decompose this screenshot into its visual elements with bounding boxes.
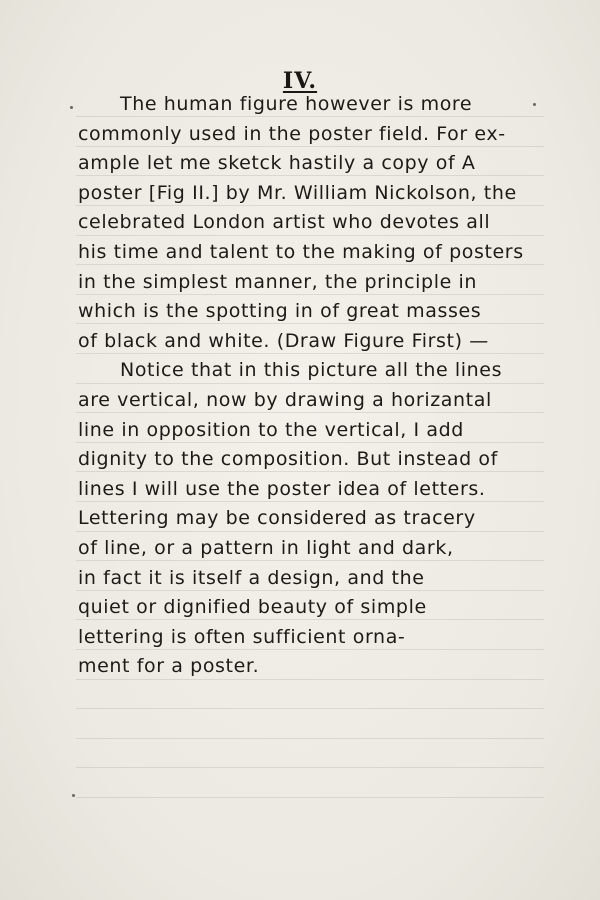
text-line: line in opposition to the vertical, I add	[78, 418, 464, 441]
margin-dot	[70, 106, 73, 109]
ruled-line	[76, 797, 544, 798]
margin-dot	[72, 794, 75, 797]
text-line: dignity to the composition. But instead of	[78, 448, 498, 471]
text-line: Lettering may be considered as tracery	[78, 507, 476, 530]
ruled-line	[76, 708, 544, 709]
text-line: which is the spotting in of great masses	[78, 300, 482, 323]
text-line: in fact it is itself a design, and the	[78, 566, 425, 589]
text-line: his time and talent to the making of posters	[78, 240, 524, 263]
text-line: Notice that in this picture all the lines	[120, 359, 503, 382]
text-line: are vertical, now by drawing a horizantal	[78, 388, 492, 411]
chapter-numeral: IV.	[282, 68, 318, 94]
text-line: in the simplest manner, the principle in	[78, 270, 478, 293]
text-line: of line, or a pattern in light and dark,	[78, 536, 454, 559]
text-line: lettering is often sufficient orna-	[78, 625, 406, 648]
text-line: poster [Fig II.] by Mr. William Nickolson, the	[78, 181, 517, 204]
ruled-line	[76, 738, 544, 739]
handwritten-text	[78, 90, 548, 682]
text-line: lines I will use the poster idea of letters.	[78, 477, 486, 500]
text-line: commonly used in the poster field. For ex-	[78, 122, 506, 145]
text-line: ample let me sketck hastily a copy of A	[78, 152, 476, 175]
text-line: ment for a poster.	[78, 655, 260, 678]
text-line: celebrated London artist who devotes all	[78, 211, 491, 234]
text-line: of black and white. (Draw Figure First) —	[78, 329, 489, 352]
text-line: quiet or dignified beauty of simple	[78, 596, 427, 619]
text-line: The human figure however is more	[120, 93, 473, 115]
ruled-line	[76, 767, 544, 768]
